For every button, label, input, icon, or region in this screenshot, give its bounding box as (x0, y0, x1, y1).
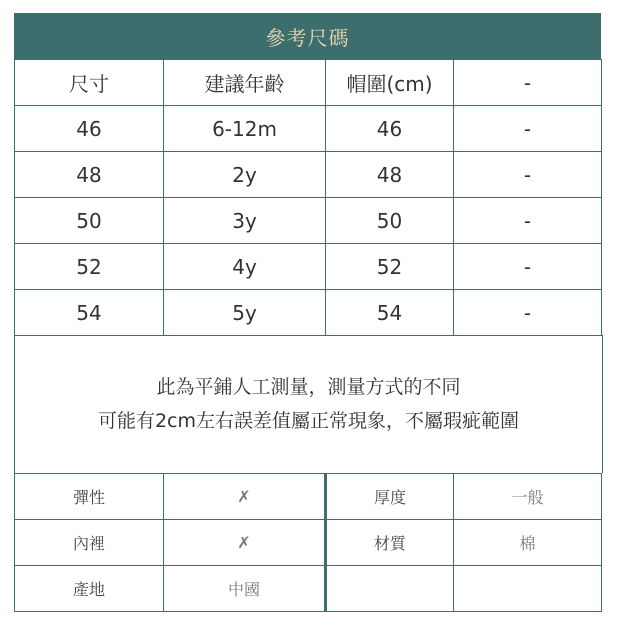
size-chart (14, 13, 601, 611)
size-cell: 54 (15, 290, 164, 336)
spec-label-origin: 產地 (15, 566, 164, 612)
age-cell: 2y (164, 152, 326, 198)
spec-row-elasticity (15, 474, 602, 520)
circumference-cell: 54 (326, 290, 454, 336)
chart-title: 參考尺碼 (14, 13, 601, 59)
column-header-age: 建議年齡 (164, 60, 326, 106)
spec-label-elasticity: 彈性 (15, 474, 164, 520)
size-table (14, 59, 602, 336)
note-line-2: 可能有2cm左右誤差值屬正常現象，不屬瑕疵範圍 (97, 410, 520, 432)
table-row (15, 106, 602, 152)
spec-table (14, 473, 602, 612)
age-cell: 5y (164, 290, 326, 336)
age-cell: 4y (164, 244, 326, 290)
size-table-header-row (15, 60, 602, 106)
spec-label-material: 材質 (326, 520, 454, 566)
table-row (15, 244, 602, 290)
circumference-cell: 48 (326, 152, 454, 198)
circumference-cell: 50 (326, 198, 454, 244)
spec-label-thickness: 厚度 (326, 474, 454, 520)
size-cell: 46 (15, 106, 164, 152)
spec-value-material: 棉 (454, 520, 602, 566)
table-row (15, 198, 602, 244)
table-row (15, 290, 602, 336)
spec-row-origin (15, 566, 602, 612)
spec-value-origin: 中國 (164, 566, 326, 612)
spec-row-lining (15, 520, 602, 566)
size-cell: 52 (15, 244, 164, 290)
age-cell: 3y (164, 198, 326, 244)
column-header-head-circumference: 帽圍(cm) (326, 60, 454, 106)
extra-cell: - (454, 106, 602, 152)
extra-cell: - (454, 244, 602, 290)
spec-value-lining: ✗ (164, 520, 326, 566)
note-line-1: 此為平鋪人工測量，測量方式的不同 (156, 376, 461, 398)
circumference-cell: 46 (326, 106, 454, 152)
spec-value-elasticity: ✗ (164, 474, 326, 520)
spec-value-thickness: 一般 (454, 474, 602, 520)
measurement-note (14, 335, 603, 473)
size-cell: 50 (15, 198, 164, 244)
spec-label-lining: 內裡 (15, 520, 164, 566)
age-cell: 6-12m (164, 106, 326, 152)
column-header-extra: - (454, 60, 602, 106)
extra-cell: - (454, 152, 602, 198)
size-cell: 48 (15, 152, 164, 198)
extra-cell: - (454, 198, 602, 244)
circumference-cell: 52 (326, 244, 454, 290)
spec-empty-cell (326, 566, 454, 612)
extra-cell: - (454, 290, 602, 336)
table-row (15, 152, 602, 198)
column-header-size: 尺寸 (15, 60, 164, 106)
spec-empty-cell (454, 566, 602, 612)
